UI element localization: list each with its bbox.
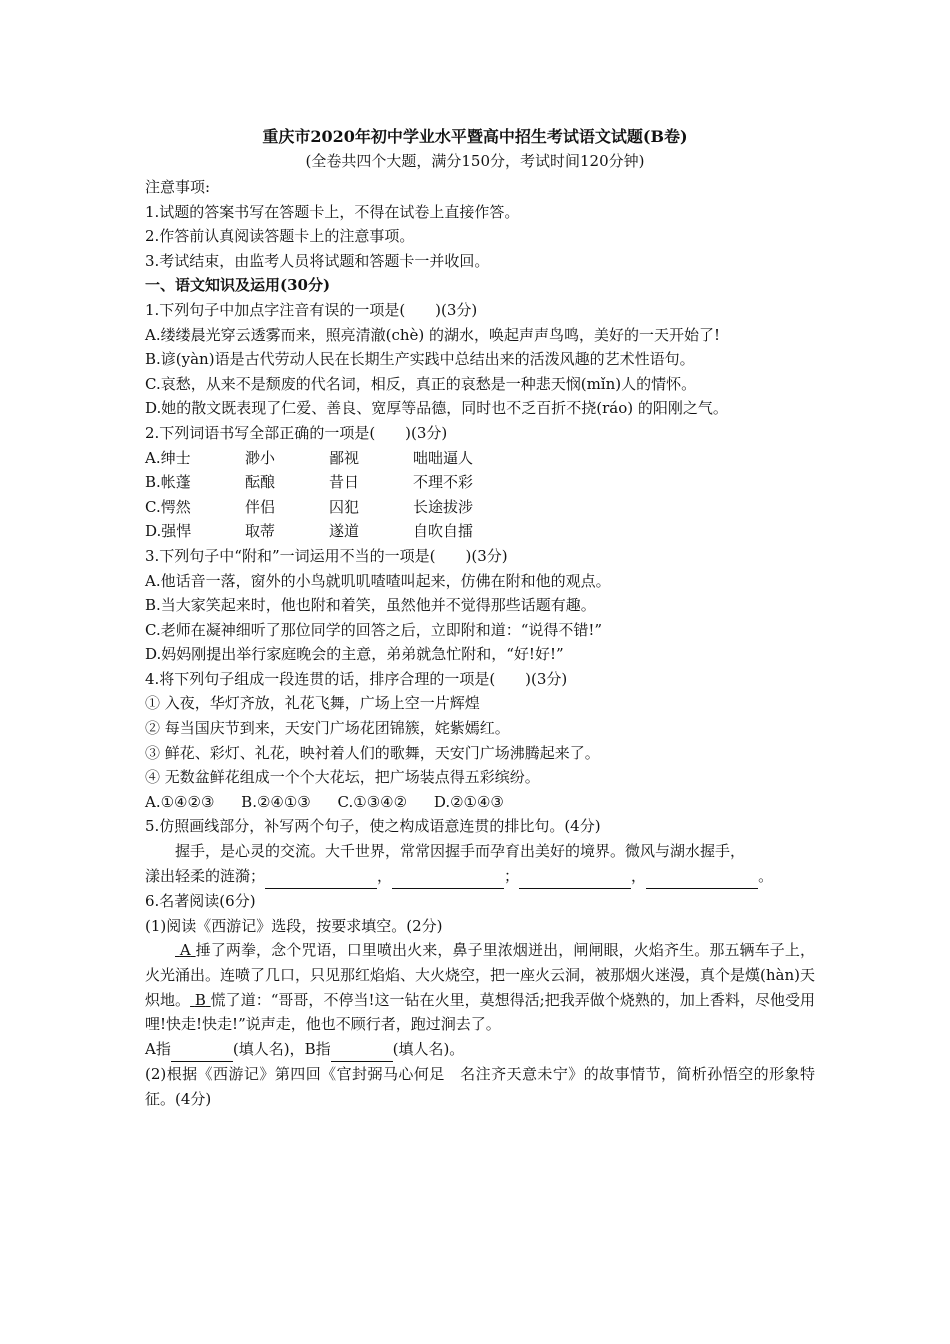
question-6-sub1-stem: (1)阅读《西游记》选段，按要求填空。(2分) bbox=[145, 916, 443, 935]
question-4-option: A.①④②③ bbox=[145, 792, 215, 811]
question-2-option-row bbox=[145, 519, 815, 544]
punct: 。 bbox=[758, 866, 774, 885]
question-2-option-row bbox=[145, 446, 815, 471]
punct: ， bbox=[631, 866, 647, 885]
exam-subtitle: (全卷共四个大题，满分150分，考试时间120分钟) bbox=[305, 152, 645, 170]
fill-label-b: B指 bbox=[304, 1039, 331, 1058]
word-cell: 咄咄逼人 bbox=[413, 448, 474, 467]
question-6-sub2-stem: (2)根据《西游记》第四回《官封弼马心何足 名注齐天意未宁》的故事情节，简析孙悟空的形象特征。(4分) bbox=[145, 1065, 815, 1108]
passage-text: 捶了两拳，念个咒语，口里喷出火来，鼻子里浓烟迸出，闸闸眼，火焰齐生。那五辆车子上，火光涌出。连喷了几口，只见那红焰焰、大火烧空，把一座火云洞，被那烟火迷漫，真个是熯(hàn)天炽地。 bbox=[145, 941, 815, 1009]
answer-blank[interactable] bbox=[519, 864, 631, 890]
question-2-option-row bbox=[145, 470, 815, 495]
question-1-stem: 1.下列句子中加点字注音有误的一项是( )(3分) bbox=[145, 300, 478, 319]
word-cell: 昔日 bbox=[329, 473, 360, 492]
word-cell: 鄙视 bbox=[329, 448, 360, 467]
word-cell: 酝酿 bbox=[245, 473, 276, 492]
question-3-option: A.他话音一落，窗外的小鸟就叽叽喳喳叫起来，仿佛在附和他的观点。 bbox=[145, 571, 611, 590]
question-4-sentence: ③ 鲜花、彩灯、礼花，映衬着人们的歌舞，天安门广场沸腾起来了。 bbox=[145, 743, 600, 762]
question-4-options bbox=[145, 790, 815, 815]
question-4-sentence: ① 入夜，华灯齐放，礼花飞舞，广场上空一片辉煌 bbox=[145, 694, 480, 713]
passage-text: 慌了道：“哥哥，不停当!这一钻在火里，莫想得活;把我弄做个烧熟的，加上香料，尽他受用哩!快走!快走!”说声走，他也不顾行者，跑过涧去了。 bbox=[145, 990, 815, 1034]
word-cell: 遂道 bbox=[329, 522, 360, 541]
question-2-stem: 2.下列词语书写全部正确的一项是( )(3分) bbox=[145, 423, 448, 442]
exam-title: 重庆市2020年初中学业水平暨高中招生考试语文试题(B卷) bbox=[262, 127, 688, 146]
question-1-option: A.缕缕晨光穿云透雾而来，照亮清澈(chè) 的湖水，唤起声声鸟鸣，美好的一天开始了! bbox=[145, 325, 721, 344]
fill-note: (填人名)， bbox=[232, 1039, 305, 1058]
question-3-option: D.妈妈刚提出举行家庭晚会的主意，弟弟就急忙附和，“好!好!” bbox=[145, 645, 564, 664]
answer-blank[interactable] bbox=[265, 864, 377, 890]
exam-content bbox=[145, 175, 815, 1112]
answer-blank-b[interactable] bbox=[331, 1037, 393, 1063]
fill-note: (填人名)。 bbox=[392, 1039, 465, 1058]
word-cell: 取蒂 bbox=[245, 522, 276, 541]
fill-label-a: A指 bbox=[145, 1039, 171, 1058]
question-5-passage: 握手，是心灵的交流。大千世界，常常因握手而孕育出美好的境界。微风与湖水握手， bbox=[175, 842, 746, 861]
punct: ， bbox=[377, 866, 393, 885]
question-3-option: C.老师在凝神细听了那位同学的回答之后，立即附和道：“说得不错!” bbox=[145, 620, 603, 639]
question-5-fill-line bbox=[145, 864, 815, 890]
passage-marker-b: B bbox=[194, 990, 206, 1009]
word-cell: 长途拔涉 bbox=[413, 497, 474, 516]
notice-heading: 注意事项: bbox=[145, 178, 211, 196]
notice-item: 1.试题的答案书写在答题卡上，不得在试卷上直接作答。 bbox=[145, 202, 520, 221]
question-4-stem: 4.将下列句子组成一段连贯的话，排序合理的一项是( )(3分) bbox=[145, 669, 568, 688]
question-3-stem: 3.下列句子中“附和”一词运用不当的一项是( )(3分) bbox=[145, 546, 508, 565]
word-cell: 不理不彩 bbox=[413, 473, 474, 492]
question-1-option: B.谚(yàn)语是古代劳动人民在长期生产实践中总结出来的活泼风趣的艺术性语句。 bbox=[145, 350, 695, 369]
question-3-option: B.当大家笑起来时，他也附和着笑，虽然他并不觉得那些话题有趣。 bbox=[145, 596, 596, 615]
question-6-fill-line bbox=[145, 1037, 815, 1063]
word-cell: 自吹自擂 bbox=[413, 522, 474, 541]
word-cell: C.愕然 bbox=[145, 497, 191, 516]
word-cell: D.强悍 bbox=[145, 522, 192, 541]
notice-item: 3.考试结束，由监考人员将试题和答题卡一并收回。 bbox=[145, 251, 490, 270]
question-4-option: D.②①④③ bbox=[433, 792, 504, 811]
word-cell: 渺小 bbox=[245, 448, 276, 467]
word-cell: 囚犯 bbox=[329, 497, 360, 516]
word-cell: 伴侣 bbox=[245, 497, 276, 516]
question-1-option: D.她的散文既表现了仁爱、善良、宽厚等品德，同时也不乏百折不挠(ráo) 的阳刚之气。 bbox=[145, 399, 728, 418]
question-4-sentence: ④ 无数盆鲜花组成一个个大花坛，把广场装点得五彩缤纷。 bbox=[145, 768, 540, 787]
question-6-stem: 6.名著阅读(6分) bbox=[145, 892, 256, 911]
answer-blank[interactable] bbox=[392, 864, 504, 890]
question-5-stem: 5.仿照画线部分，补写两个句子，使之构成语意连贯的排比句。(4分) bbox=[145, 817, 601, 836]
section-heading: 一、语文知识及运用(30分) bbox=[145, 276, 331, 295]
question-4-sentence: ② 每当国庆节到来，天安门广场花团锦簇，姹紫嫣红。 bbox=[145, 719, 510, 738]
question-5-prefix: 漾出轻柔的涟漪； bbox=[145, 866, 266, 885]
word-cell: A.绅士 bbox=[145, 448, 191, 467]
question-1-option: C.哀愁，从来不是颓废的代名词，相反，真正的哀愁是一种悲天悯(mǐn)人的情怀。 bbox=[145, 374, 697, 393]
passage-marker-a: A bbox=[179, 941, 191, 960]
punct: ； bbox=[504, 866, 520, 885]
question-4-option: B.②④①③ bbox=[241, 792, 311, 811]
question-6-passage bbox=[145, 938, 815, 1036]
answer-blank[interactable] bbox=[646, 864, 758, 890]
question-2-option-row bbox=[145, 495, 815, 520]
word-cell: B.帐蓬 bbox=[145, 473, 191, 492]
answer-blank-a[interactable] bbox=[171, 1037, 233, 1063]
question-4-option: C.①③④② bbox=[337, 792, 408, 811]
notice-item: 2.作答前认真阅读答题卡上的注意事项。 bbox=[145, 227, 415, 246]
